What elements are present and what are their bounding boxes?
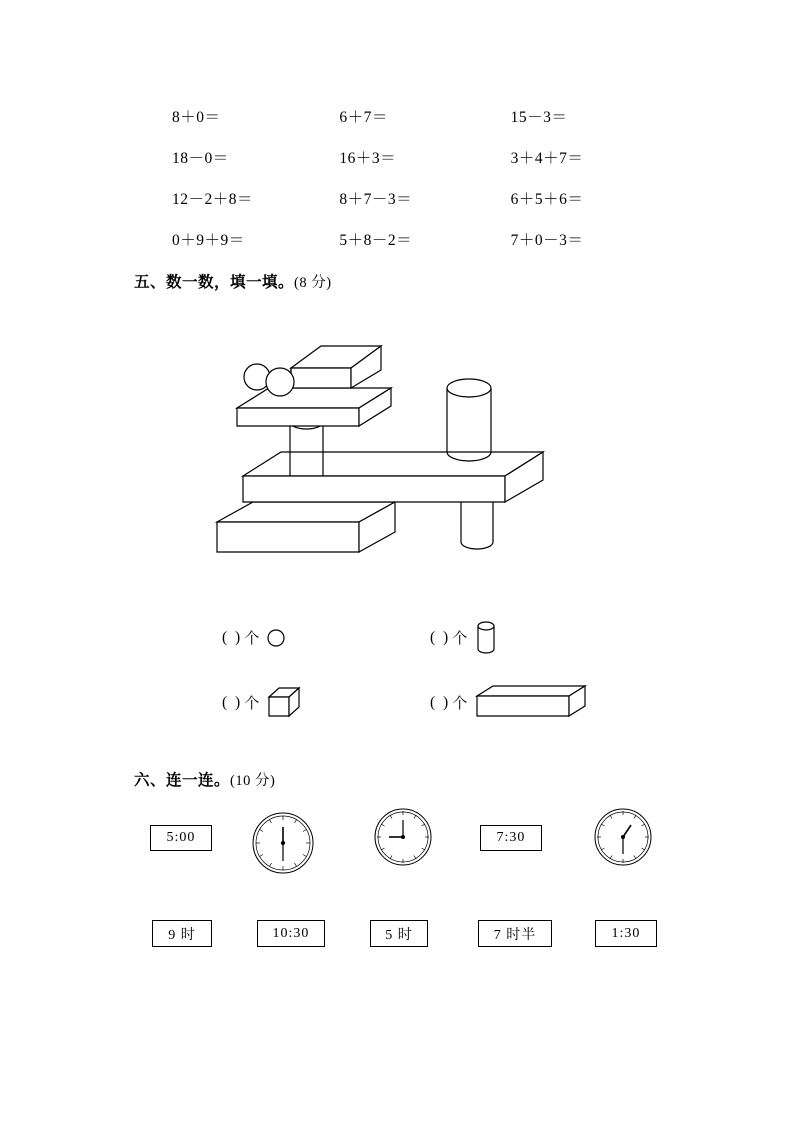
count-unit: 个 — [452, 630, 468, 647]
count-answer-rows — [210, 605, 630, 735]
calc-cell: 3＋4＋7＝ — [510, 149, 584, 167]
section-heading-six-points: (10 分) — [230, 773, 276, 789]
table-row — [150, 95, 650, 136]
calc-cell: 6＋7＝ — [339, 108, 388, 126]
solid-shapes-illustration — [195, 330, 595, 595]
section-heading-five-points: (8 分) — [294, 275, 332, 291]
calc-cell: 8＋7－3＝ — [339, 190, 413, 208]
count-item-cube — [210, 683, 422, 723]
clock-face-1-30[interactable] — [592, 806, 654, 868]
lower-cylinder — [461, 502, 493, 549]
cylinder-icon — [473, 619, 499, 657]
section-heading-five-text: 五、数一数，填一填。 — [134, 274, 295, 291]
count-row — [210, 670, 630, 735]
section-heading-five — [134, 270, 332, 292]
sphere-icon — [265, 627, 287, 649]
calc-cell: 12－2＋8＝ — [172, 190, 254, 208]
bottom-left-slab — [217, 502, 395, 552]
calc-cell: 7＋0－3＝ — [510, 231, 584, 249]
calc-cell: 8＋0＝ — [172, 108, 221, 126]
count-blank[interactable]: ( ) — [222, 628, 243, 646]
upper-platform — [237, 388, 391, 426]
count-row — [210, 605, 630, 670]
time-label-5shi[interactable]: 5 时 — [370, 920, 428, 947]
calc-cell: 0＋9＋9＝ — [172, 231, 245, 249]
count-item-cylinder — [422, 619, 630, 657]
cuboid-icon — [473, 682, 593, 724]
time-label-1-30[interactable]: 1:30 — [595, 920, 657, 947]
calc-cell: 16＋3＝ — [339, 149, 397, 167]
count-item-cuboid — [422, 682, 630, 724]
clock-face-12-30[interactable] — [250, 810, 316, 876]
time-label-10-30[interactable]: 10:30 — [257, 920, 325, 947]
match-exercise — [140, 800, 680, 960]
calc-cell: 6＋5＋6＝ — [510, 190, 584, 208]
calc-cell: 15－3＝ — [510, 108, 568, 126]
calc-cell: 18－0＝ — [172, 149, 229, 167]
time-label-5-00[interactable]: 5:00 — [150, 825, 212, 851]
time-label-7-30[interactable]: 7:30 — [480, 825, 542, 851]
count-item-sphere — [210, 627, 422, 649]
count-unit: 个 — [244, 630, 260, 647]
count-blank[interactable]: ( ) — [430, 628, 451, 646]
calc-cell: 5＋8－2＝ — [339, 231, 413, 249]
count-unit: 个 — [452, 695, 468, 712]
time-label-9shi[interactable]: 9 时 — [152, 920, 212, 947]
main-long-slab — [243, 452, 543, 502]
section-heading-six-text: 六、连一连。 — [134, 772, 231, 789]
cube-icon — [265, 683, 307, 723]
time-label-7shiban[interactable]: 7 时半 — [478, 920, 552, 947]
count-blank[interactable]: ( ) — [430, 693, 451, 711]
table-row — [150, 177, 650, 218]
arithmetic-grid — [150, 95, 650, 259]
table-row — [150, 136, 650, 177]
count-unit: 个 — [244, 695, 260, 712]
section-heading-six — [134, 768, 275, 790]
clock-face-9-00[interactable] — [372, 806, 434, 868]
count-blank[interactable]: ( ) — [222, 693, 243, 711]
upper-right-cylinder — [447, 379, 491, 461]
top-cube — [291, 346, 381, 388]
table-row — [150, 218, 650, 259]
spheres — [244, 364, 294, 396]
